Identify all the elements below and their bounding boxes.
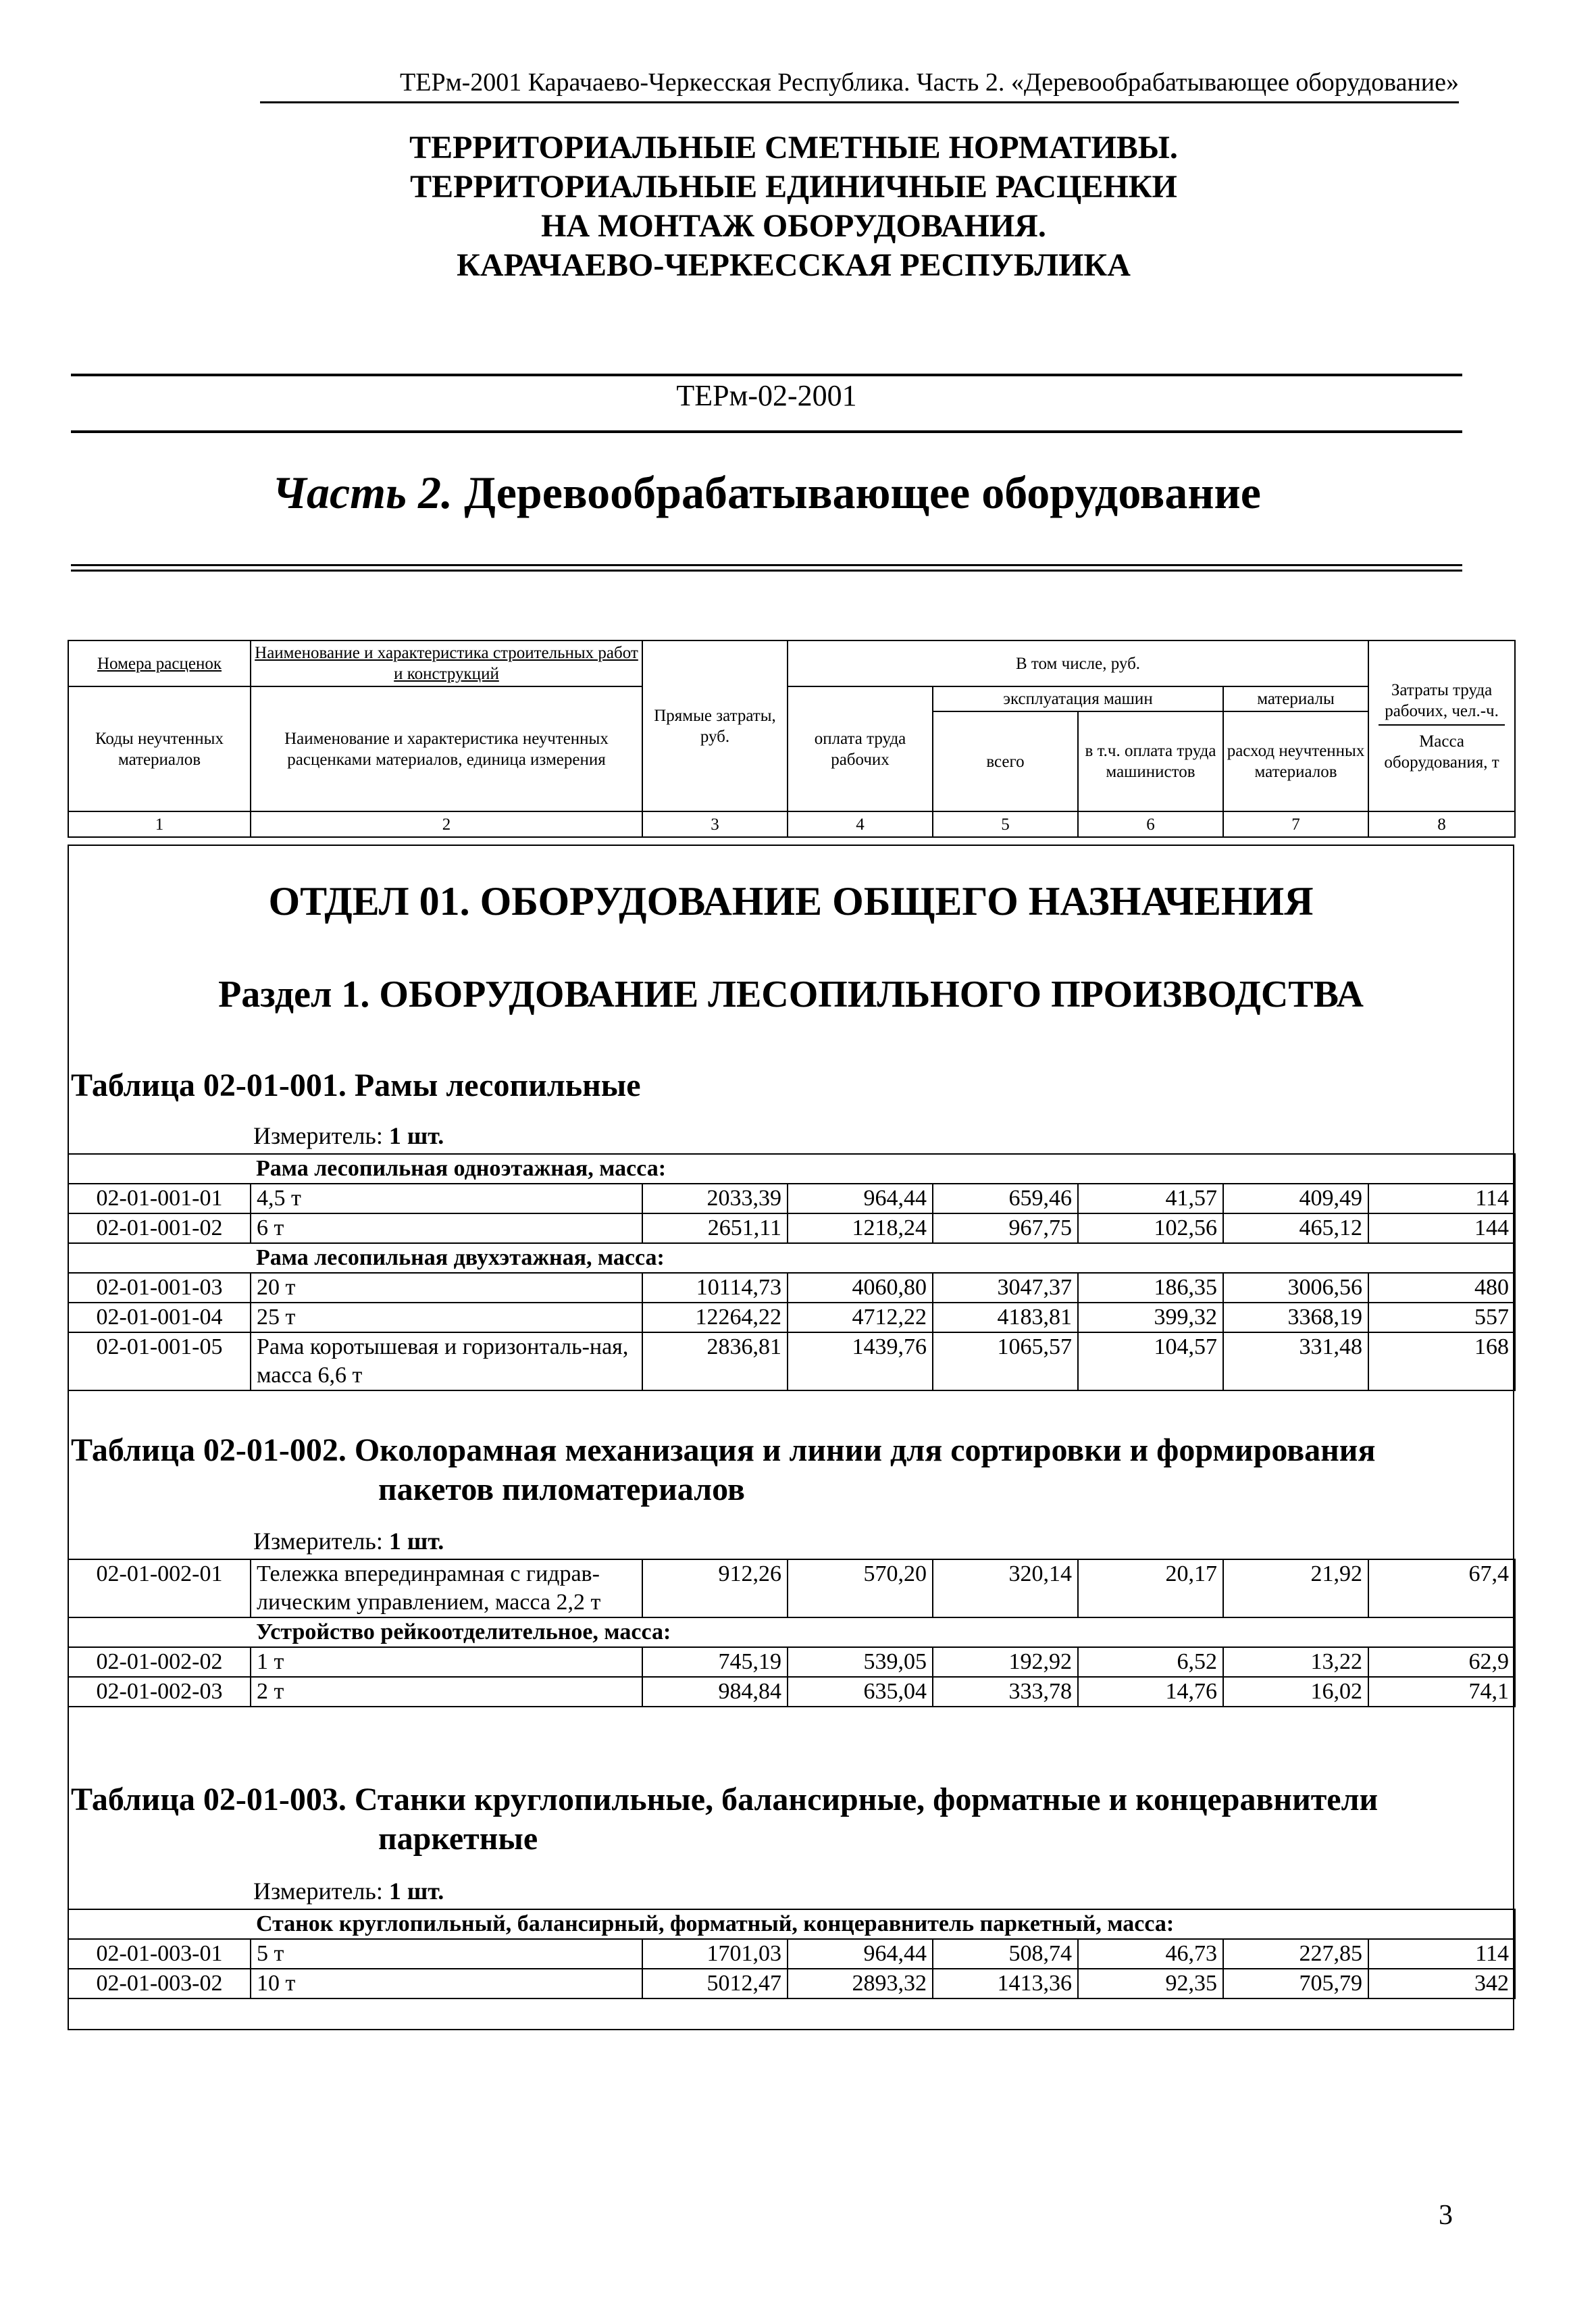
machinist-wages: 399,32 <box>1078 1303 1223 1332</box>
measure-value: 1 шт. <box>388 1878 444 1905</box>
header-materials: материалы <box>1223 686 1368 711</box>
labor-hours: 114 <box>1368 1184 1515 1213</box>
machines-total: 967,75 <box>933 1213 1078 1243</box>
rates-table <box>68 1559 1516 1707</box>
labor-hours: 168 <box>1368 1332 1515 1390</box>
rate-name: Рама коротышевая и горизонталь-ная, масса 6,6 т <box>251 1332 642 1390</box>
wages: 4712,22 <box>788 1303 933 1332</box>
rates-table <box>68 1909 1516 1999</box>
part-label: Часть 2. <box>272 467 453 518</box>
group-label: Рама лесопильная двухэтажная, масса: <box>251 1243 1515 1273</box>
subsection-heading: Раздел 1. ОБОРУДОВАНИЕ ЛЕСОПИЛЬНОГО ПРОИЗВОДСТВА <box>218 974 1364 1015</box>
table-row <box>68 1647 1515 1677</box>
measure-value: 1 шт. <box>388 1528 444 1555</box>
rate-code: 02-01-001-02 <box>68 1213 251 1243</box>
rate-name: 2 т <box>251 1677 642 1707</box>
table-row <box>68 1559 1515 1617</box>
direct-costs: 10114,73 <box>642 1273 788 1303</box>
table-row <box>68 1939 1515 1969</box>
direct-costs: 2033,39 <box>642 1184 788 1213</box>
machines-total: 3047,37 <box>933 1273 1078 1303</box>
direct-costs: 2836,81 <box>642 1332 788 1390</box>
wages: 1439,76 <box>788 1332 933 1390</box>
labor-hours: 144 <box>1368 1213 1515 1243</box>
header-rates-number: Номера расценок <box>68 640 251 686</box>
group-row <box>68 1617 1515 1647</box>
machines-total: 508,74 <box>933 1939 1078 1969</box>
machines-total: 333,78 <box>933 1677 1078 1707</box>
page-number: 3 <box>1439 2200 1453 2231</box>
rate-code: 02-01-002-02 <box>68 1647 251 1677</box>
wages: 4060,80 <box>788 1273 933 1303</box>
rate-code: 02-01-001-01 <box>68 1184 251 1213</box>
table-title-continued: пакетов пиломатериалов <box>378 1472 745 1507</box>
table-row <box>68 1332 1515 1390</box>
machinist-wages: 102,56 <box>1078 1213 1223 1243</box>
header-unaccounted-materials: расход неучтенных материалов <box>1223 711 1368 811</box>
wages: 964,44 <box>788 1939 933 1969</box>
column-number: 4 <box>788 811 933 837</box>
rate-name: 4,5 т <box>251 1184 642 1213</box>
divider <box>71 570 1462 572</box>
rate-name: 25 т <box>251 1303 642 1332</box>
header-labor: Затраты труда рабочих, чел.-ч. <box>1379 680 1505 726</box>
running-header: ТЕРм-2001 Карачаево-Черкесская Республика. Часть 2. «Деревообрабатывающее оборудование» <box>260 68 1459 103</box>
labor-hours: 480 <box>1368 1273 1515 1303</box>
machines-total: 192,92 <box>933 1647 1078 1677</box>
header-machines: эксплуатация машин <box>933 686 1223 711</box>
materials: 16,02 <box>1223 1677 1368 1707</box>
column-number: 2 <box>251 811 642 837</box>
header-machines-total: всего <box>933 711 1078 811</box>
measure-label: Измеритель: <box>253 1878 383 1905</box>
table-row <box>68 1273 1515 1303</box>
materials: 705,79 <box>1223 1969 1368 1998</box>
rate-name: 6 т <box>251 1213 642 1243</box>
direct-costs: 5012,47 <box>642 1969 788 1998</box>
wages: 539,05 <box>788 1647 933 1677</box>
machines-total: 320,14 <box>933 1559 1078 1617</box>
rates-table <box>68 1153 1516 1391</box>
column-number: 8 <box>1368 811 1515 837</box>
table-row <box>68 1303 1515 1332</box>
header-direct-costs: Прямые затраты, руб. <box>642 640 788 811</box>
rate-code: 02-01-002-01 <box>68 1559 251 1617</box>
labor-hours: 342 <box>1368 1969 1515 1998</box>
header-material-codes: Коды неучтенных материалов <box>68 686 251 811</box>
measure-label: Измеритель: <box>253 1528 383 1555</box>
group-label: Устройство рейкоотделительное, масса: <box>251 1617 1515 1647</box>
wages: 964,44 <box>788 1184 933 1213</box>
header-machinist-wages: в т.ч. оплата труда машинистов <box>1078 711 1223 811</box>
header-labor-mass <box>1368 640 1515 811</box>
machinist-wages: 186,35 <box>1078 1273 1223 1303</box>
machines-total: 4183,81 <box>933 1303 1078 1332</box>
column-number: 1 <box>68 811 251 837</box>
materials: 409,49 <box>1223 1184 1368 1213</box>
labor-hours: 62,9 <box>1368 1647 1515 1677</box>
title-line: ТЕРРИТОРИАЛЬНЫЕ ЕДИНИЧНЫЕ РАСЦЕНКИ <box>410 169 1177 205</box>
column-number: 6 <box>1078 811 1223 837</box>
table-row <box>68 1213 1515 1243</box>
machines-total: 659,46 <box>933 1184 1078 1213</box>
direct-costs: 745,19 <box>642 1647 788 1677</box>
rate-name: Тележка вперединрамная с гидрав-лическим управлением, масса 2,2 т <box>251 1559 642 1617</box>
direct-costs: 1701,03 <box>642 1939 788 1969</box>
table-title: Таблица 02-01-003. Станки круглопильные, балансирные, форматные и концеравнители <box>71 1782 1379 1817</box>
column-number: 3 <box>642 811 788 837</box>
group-row <box>68 1243 1515 1273</box>
machinist-wages: 20,17 <box>1078 1559 1223 1617</box>
direct-costs: 984,84 <box>642 1677 788 1707</box>
rate-code: 02-01-002-03 <box>68 1677 251 1707</box>
measure-value: 1 шт. <box>388 1122 444 1149</box>
rate-name: 20 т <box>251 1273 642 1303</box>
main-title <box>68 128 1520 285</box>
part-title <box>71 466 1462 520</box>
wages: 1218,24 <box>788 1213 933 1243</box>
labor-hours: 74,1 <box>1368 1677 1515 1707</box>
labor-hours: 67,4 <box>1368 1559 1515 1617</box>
title-line: ТЕРРИТОРИАЛЬНЫЕ СМЕТНЫЕ НОРМАТИВЫ. <box>409 130 1178 166</box>
divider <box>71 564 1462 566</box>
header-including: В том числе, руб. <box>788 640 1368 686</box>
rate-code: 02-01-001-05 <box>68 1332 251 1390</box>
wages: 2893,32 <box>788 1969 933 1998</box>
measure-unit <box>253 1122 444 1150</box>
table-title-continued: паркетные <box>378 1821 538 1857</box>
part-name: Деревообрабатывающее оборудование <box>464 467 1261 518</box>
materials: 3368,19 <box>1223 1303 1368 1332</box>
document-code: ТЕРм-02-2001 <box>676 379 857 412</box>
column-header-table <box>68 640 1516 838</box>
table-row <box>68 1184 1515 1213</box>
table-title: Таблица 02-01-001. Рамы лесопильные <box>71 1067 641 1103</box>
direct-costs: 912,26 <box>642 1559 788 1617</box>
materials: 465,12 <box>1223 1213 1368 1243</box>
labor-hours: 557 <box>1368 1303 1515 1332</box>
machines-total: 1065,57 <box>933 1332 1078 1390</box>
rate-name: 1 т <box>251 1647 642 1677</box>
section-heading: ОТДЕЛ 01. ОБОРУДОВАНИЕ ОБЩЕГО НАЗНАЧЕНИЯ <box>268 879 1314 924</box>
rate-name: 5 т <box>251 1939 642 1969</box>
machinist-wages: 6,52 <box>1078 1647 1223 1677</box>
divider <box>71 374 1462 376</box>
column-number: 7 <box>1223 811 1368 837</box>
labor-hours: 114 <box>1368 1939 1515 1969</box>
divider <box>71 430 1462 433</box>
measure-unit <box>253 1527 444 1555</box>
header-work-name: Наименование и характеристика строительных работ и конструкций <box>251 640 642 686</box>
materials: 227,85 <box>1223 1939 1368 1969</box>
header-mass: Масса оборудования, т <box>1384 732 1499 772</box>
measure-label: Измеритель: <box>253 1122 383 1149</box>
wages: 570,20 <box>788 1559 933 1617</box>
title-line: КАРАЧАЕВО-ЧЕРКЕССКАЯ РЕСПУБЛИКА <box>457 247 1131 283</box>
header-wages: оплата труда рабочих <box>788 686 933 811</box>
direct-costs: 2651,11 <box>642 1213 788 1243</box>
materials: 331,48 <box>1223 1332 1368 1390</box>
rate-code: 02-01-003-02 <box>68 1969 251 1998</box>
materials: 3006,56 <box>1223 1273 1368 1303</box>
machinist-wages: 104,57 <box>1078 1332 1223 1390</box>
group-label: Рама лесопильная одноэтажная, масса: <box>251 1154 1515 1184</box>
rate-code: 02-01-003-01 <box>68 1939 251 1969</box>
table-title: Таблица 02-01-002. Околорамная механизация и линии для сортировки и формирования <box>71 1432 1376 1468</box>
machinist-wages: 14,76 <box>1078 1677 1223 1707</box>
column-number: 5 <box>933 811 1078 837</box>
group-row <box>68 1909 1515 1939</box>
measure-unit <box>253 1877 444 1905</box>
machinist-wages: 46,73 <box>1078 1939 1223 1969</box>
rate-name: 10 т <box>251 1969 642 1998</box>
header-material-name: Наименование и характеристика неучтенных расценками материалов, единица измерения <box>251 686 642 811</box>
group-label: Станок круглопильный, балансирный, форматный, концеравнитель паркетный, масса: <box>251 1909 1515 1939</box>
machines-total: 1413,36 <box>933 1969 1078 1998</box>
title-line: НА МОНТАЖ ОБОРУДОВАНИЯ. <box>541 208 1046 244</box>
rate-code: 02-01-001-04 <box>68 1303 251 1332</box>
materials: 21,92 <box>1223 1559 1368 1617</box>
machinist-wages: 41,57 <box>1078 1184 1223 1213</box>
direct-costs: 12264,22 <box>642 1303 788 1332</box>
materials: 13,22 <box>1223 1647 1368 1677</box>
rate-code: 02-01-001-03 <box>68 1273 251 1303</box>
machinist-wages: 92,35 <box>1078 1969 1223 1998</box>
table-row <box>68 1969 1515 1998</box>
table-row <box>68 1677 1515 1707</box>
wages: 635,04 <box>788 1677 933 1707</box>
group-row <box>68 1154 1515 1184</box>
